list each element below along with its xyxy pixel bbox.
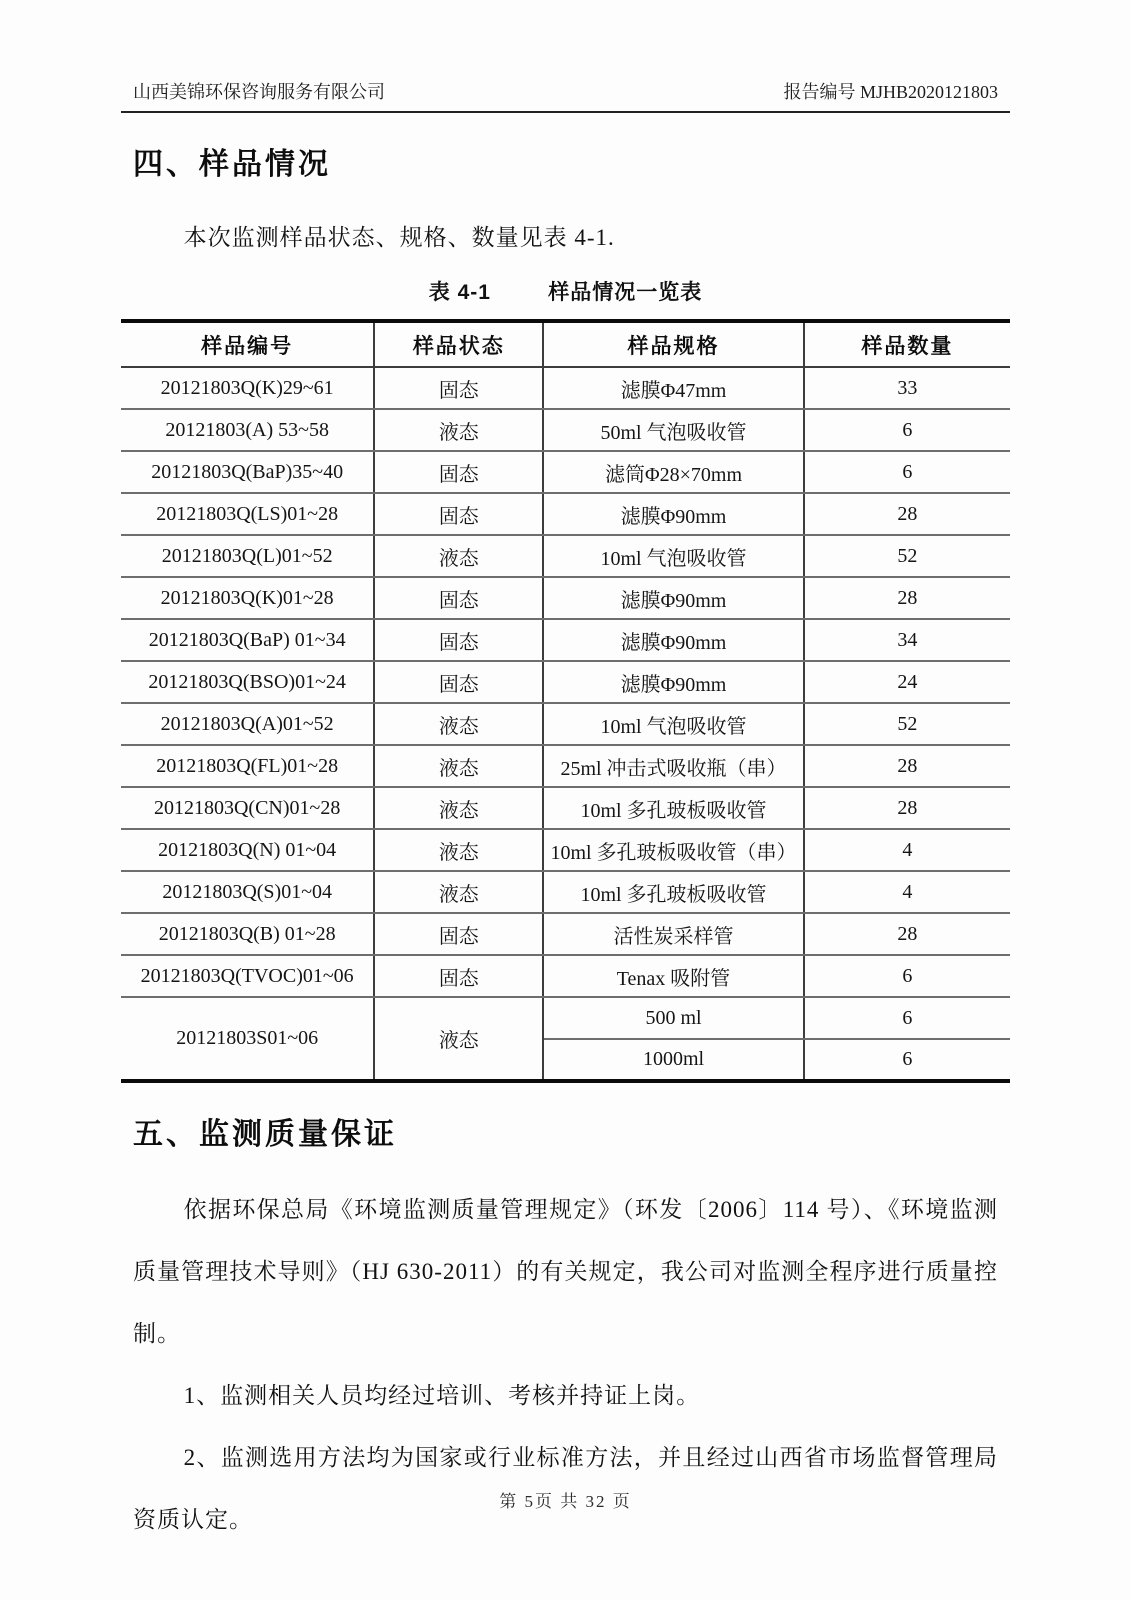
sample-spec-cell: 500 ml: [543, 997, 803, 1039]
table-row-merged: [121, 997, 1010, 1039]
page-footer: 第 5页 共 32 页: [499, 1492, 632, 1511]
sample-state-cell: 液态: [374, 703, 543, 745]
sample-qty-cell: 6: [804, 955, 1010, 997]
sample-id-cell: 20121803Q(L)01~52: [121, 535, 374, 577]
table-row: [121, 913, 1010, 955]
sample-state-cell: 固态: [374, 619, 543, 661]
sample-spec-cell: 滤膜Φ90mm: [543, 577, 803, 619]
sample-state-cell: 固态: [374, 451, 543, 493]
sample-state-cell: 液态: [374, 997, 543, 1081]
report-number: 报告编号 MJHB2020121803: [783, 82, 998, 102]
sample-id-cell: 20121803Q(TVOC)01~06: [121, 955, 374, 997]
sample-id-cell: 20121803Q(S)01~04: [121, 871, 374, 913]
table-row: [121, 871, 1010, 913]
col-header-sample-spec: 样品规格: [543, 321, 803, 367]
sample-spec-cell: 1000ml: [543, 1039, 803, 1081]
table-row: [121, 619, 1010, 661]
sample-qty-cell: 4: [804, 829, 1010, 871]
table-row: [121, 535, 1010, 577]
sample-qty-cell: 34: [804, 619, 1010, 661]
sample-spec-cell: 10ml 气泡吸收管: [543, 535, 803, 577]
col-header-sample-qty: 样品数量: [804, 321, 1010, 367]
sample-state-cell: 液态: [374, 871, 543, 913]
sample-qty-cell: 33: [804, 367, 1010, 409]
sample-state-cell: 固态: [374, 661, 543, 703]
section-5-title: 五、监测质量保证: [133, 1118, 397, 1151]
sample-spec-cell: 50ml 气泡吸收管: [543, 409, 803, 451]
table-caption: [121, 276, 1010, 306]
table-header-row: [121, 321, 1010, 367]
table-row: [121, 409, 1010, 451]
sample-id-cell: 20121803Q(B) 01~28: [121, 913, 374, 955]
sample-qty-cell: 28: [804, 913, 1010, 955]
intro-paragraph: 本次监测样品状态、规格、数量见表 4-1.: [183, 225, 615, 250]
sample-qty-cell: 6: [804, 451, 1010, 493]
sample-id-cell: 20121803Q(BSO)01~24: [121, 661, 374, 703]
sample-spec-cell: 滤筒Φ28×70mm: [543, 451, 803, 493]
sample-qty-cell: 4: [804, 871, 1010, 913]
table-row: [121, 451, 1010, 493]
sample-qty-cell: 28: [804, 493, 1010, 535]
sample-state-cell: 液态: [374, 787, 543, 829]
sample-id-cell: 20121803Q(BaP) 01~34: [121, 619, 374, 661]
sample-qty-cell: 28: [804, 787, 1010, 829]
sample-spec-cell: 活性炭采样管: [543, 913, 803, 955]
sample-spec-cell: 10ml 气泡吸收管: [543, 703, 803, 745]
sample-state-cell: 液态: [374, 745, 543, 787]
sample-qty-cell: 6: [804, 997, 1010, 1039]
sample-state-cell: 固态: [374, 955, 543, 997]
sample-spec-cell: 滤膜Φ90mm: [543, 619, 803, 661]
sample-id-cell: 20121803(A) 53~58: [121, 409, 374, 451]
table-row: [121, 787, 1010, 829]
sample-id-cell: 20121803Q(A)01~52: [121, 703, 374, 745]
sample-id-cell: 20121803Q(N) 01~04: [121, 829, 374, 871]
col-header-sample-state: 样品状态: [374, 321, 543, 367]
sample-state-cell: 固态: [374, 577, 543, 619]
sample-qty-cell: 24: [804, 661, 1010, 703]
sample-state-cell: 液态: [374, 535, 543, 577]
sample-qty-cell: 28: [804, 577, 1010, 619]
sample-id-cell: 20121803Q(CN)01~28: [121, 787, 374, 829]
sample-id-cell: 20121803Q(K)29~61: [121, 367, 374, 409]
sample-qty-cell: 6: [804, 409, 1010, 451]
sample-spec-cell: 滤膜Φ90mm: [543, 661, 803, 703]
sample-qty-cell: 52: [804, 703, 1010, 745]
sample-id-cell: 20121803Q(BaP)35~40: [121, 451, 374, 493]
samples-table: [121, 319, 1010, 1083]
company-name: 山西美锦环保咨询服务有限公司: [133, 82, 385, 102]
qa-item-1: 1、监测相关人员均经过培训、考核并持证上岗。: [183, 1383, 701, 1409]
sample-spec-cell: 10ml 多孔玻板吸收管: [543, 871, 803, 913]
sample-state-cell: 固态: [374, 367, 543, 409]
table-caption-label: 表 4-1: [428, 281, 491, 304]
sample-id-cell: 20121803S01~06: [121, 997, 374, 1081]
sample-qty-cell: 6: [804, 1039, 1010, 1081]
table-row: [121, 367, 1010, 409]
sample-id-cell: 20121803Q(LS)01~28: [121, 493, 374, 535]
sample-state-cell: 液态: [374, 409, 543, 451]
sample-spec-cell: 10ml 多孔玻板吸收管: [543, 787, 803, 829]
sample-spec-cell: 滤膜Φ47mm: [543, 367, 803, 409]
sample-id-cell: 20121803Q(FL)01~28: [121, 745, 374, 787]
table-caption-title: 样品情况一览表: [548, 281, 703, 304]
header-rule: [121, 111, 1010, 113]
sample-spec-cell: 25ml 冲击式吸收瓶（串）: [543, 745, 803, 787]
page-content: [121, 0, 1010, 1552]
sample-state-cell: 液态: [374, 829, 543, 871]
table-row: [121, 745, 1010, 787]
sample-qty-cell: 28: [804, 745, 1010, 787]
col-header-sample-id: 样品编号: [121, 321, 374, 367]
sample-state-cell: 固态: [374, 493, 543, 535]
sample-spec-cell: 10ml 多孔玻板吸收管（串）: [543, 829, 803, 871]
section-4-title: 四、样品情况: [133, 148, 331, 181]
table-row: [121, 577, 1010, 619]
sample-id-cell: 20121803Q(K)01~28: [121, 577, 374, 619]
qa-paragraph: 依据环保总局《环境监测质量管理规定》（环发〔2006〕114 号）、《环境监测质量管理技术导则》（HJ 630-2011）的有关规定，我公司对监测全程序进行质量控制。: [133, 1197, 998, 1347]
sample-spec-cell: Tenax 吸附管: [543, 955, 803, 997]
table-row: [121, 661, 1010, 703]
sample-qty-cell: 52: [804, 535, 1010, 577]
qa-item-2: 2、监测选用方法均为国家或行业标准方法，并且经过山西省市场监督管理局资质认定。: [133, 1445, 998, 1533]
table-row: [121, 955, 1010, 997]
sample-state-cell: 固态: [374, 913, 543, 955]
table-row: [121, 703, 1010, 745]
table-row: [121, 829, 1010, 871]
page-header: [121, 78, 1010, 104]
sample-spec-cell: 滤膜Φ90mm: [543, 493, 803, 535]
table-row: [121, 493, 1010, 535]
